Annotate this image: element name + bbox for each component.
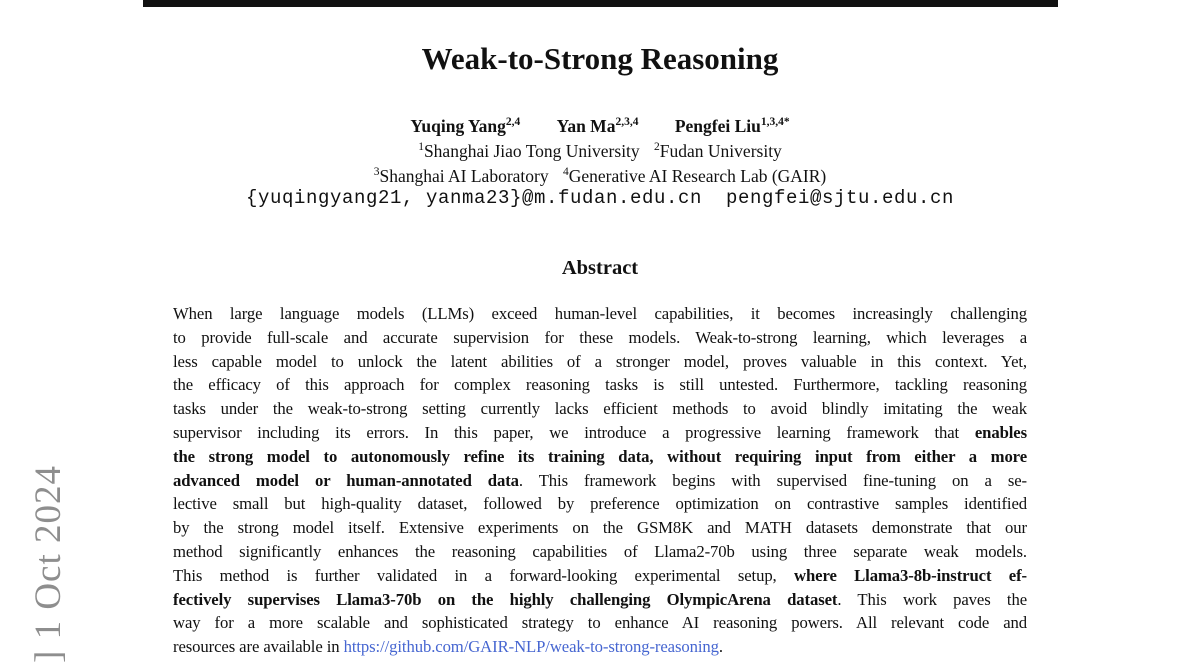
abstract-text-segment: This method is further validated in a forward-looking experimental setup, (173, 565, 795, 585)
affiliation-superscript: 4 (562, 166, 569, 178)
abstract-text-segment: where Llama3-8b-instruct ef- (794, 565, 1027, 585)
affiliation-name: Shanghai AI Laboratory (379, 165, 549, 186)
affiliation-line (0, 135, 1200, 163)
abstract-text-segment: tasks under the weak-to-strong setting currently lacks efficient methods to avoid blindly imitating the weak (173, 399, 1027, 419)
abstract-text-segment: advanced model or human-annotated data (173, 470, 519, 490)
abstract-line (173, 421, 1027, 445)
abstract-line (173, 397, 1027, 421)
abstract-line (173, 516, 1027, 540)
abstract-text-segment: less capable model to unlock the latent abilities of a stronger model, proves valuable in this context. Yet, (173, 351, 1027, 371)
abstract-line (173, 373, 1027, 397)
abstract-line (173, 326, 1027, 350)
author (557, 116, 639, 136)
github-link[interactable]: https://github.com/GAIR-NLP/weak-to-strong-reasoning (343, 637, 719, 657)
abstract-line (173, 635, 1027, 659)
author-name: Yuqing Yang (410, 115, 506, 136)
abstract-line (173, 302, 1027, 326)
affiliation (418, 141, 639, 161)
affiliation-superscript: 2 (654, 141, 660, 153)
abstract-line (173, 588, 1027, 612)
affiliation-superscript: 1 (418, 141, 424, 153)
abstract-line (173, 469, 1027, 493)
abstract-text-segment: to provide full-scale and accurate supervision for these models. Weak-to-strong learning, which leverages a (173, 327, 1027, 347)
abstract-text-segment: method significantly enhances the reasoning capabilities of Llama2-70b using three separate weak models. (173, 541, 1027, 561)
paper-title: Weak-to-Strong Reasoning (421, 41, 779, 76)
abstract-text-segment: way for a more scalable and sophisticated strategy to enhance AI reasoning powers. All relevant code and (173, 613, 1027, 633)
abstract-text-segment: supervisor including its errors. In this paper, we introduce a progressive learning framework that (173, 422, 975, 442)
affiliation-name: Shanghai Jiao Tong University (423, 140, 640, 161)
abstract (173, 302, 1027, 659)
affiliation-superscript: 3 (373, 166, 380, 178)
abstract-text-segment: the strong model to autonomously refine its training data, without requiring input from either a more (173, 446, 1027, 466)
affiliation (563, 166, 826, 186)
author (675, 116, 790, 136)
arxiv-watermark: ] 1 Oct 2024 (28, 465, 69, 663)
abstract-text-segment: enables (974, 422, 1027, 442)
abstract-text-segment: . (718, 637, 723, 657)
abstract-text-segment: lective small but high-quality dataset, followed by preference optimization on contrastive samples identified (173, 494, 1027, 514)
author (410, 116, 520, 136)
abstract-text-segment: by the strong model itself. Extensive experiments on the GSM8K and MATH datasets demonstrate that our (173, 518, 1027, 538)
abstract-text-segment: . This framework begins with supervised fine-tuning on a se- (518, 470, 1027, 490)
abstract-text-segment: resources are available in (173, 637, 344, 657)
abstract-line (173, 540, 1027, 564)
abstract-line (173, 492, 1027, 516)
affiliation-name: Generative AI Research Lab (GAIR) (568, 165, 827, 186)
affiliation (654, 141, 782, 161)
author-superscript: 2,3,4 (615, 116, 639, 128)
abstract-line (173, 350, 1027, 374)
email-line: {yuqingyang21, yanma23}@m.fudan.edu.cn pengfei@sjtu.edu.cn (245, 187, 955, 209)
abstract-text-segment: . This work paves the (837, 589, 1027, 609)
affiliation-line (0, 160, 1200, 188)
abstract-line (173, 445, 1027, 469)
abstract-text-segment: fectively supervises Llama3-70b on the highly challenging OlympicArena dataset (173, 589, 838, 609)
affiliation (374, 166, 549, 186)
abstract-text-segment: the efficacy of this approach for complex reasoning tasks is still untested. Furthermore, tackling reasoning (173, 375, 1027, 395)
abstract-line (173, 564, 1027, 588)
page-top-edge (143, 0, 1058, 7)
affiliation-name: Fudan University (659, 140, 782, 161)
author-superscript: 2,4 (505, 116, 521, 128)
author-name: Yan Ma (556, 115, 616, 136)
abstract-text-segment: When large language models (LLMs) exceed human-level capabilities, it becomes increasingly challenging (173, 304, 1027, 323)
author-name: Pengfei Liu (674, 115, 761, 136)
abstract-line (173, 611, 1027, 635)
author-superscript: 1,3,4* (760, 116, 790, 128)
abstract-heading: Abstract (561, 257, 639, 279)
